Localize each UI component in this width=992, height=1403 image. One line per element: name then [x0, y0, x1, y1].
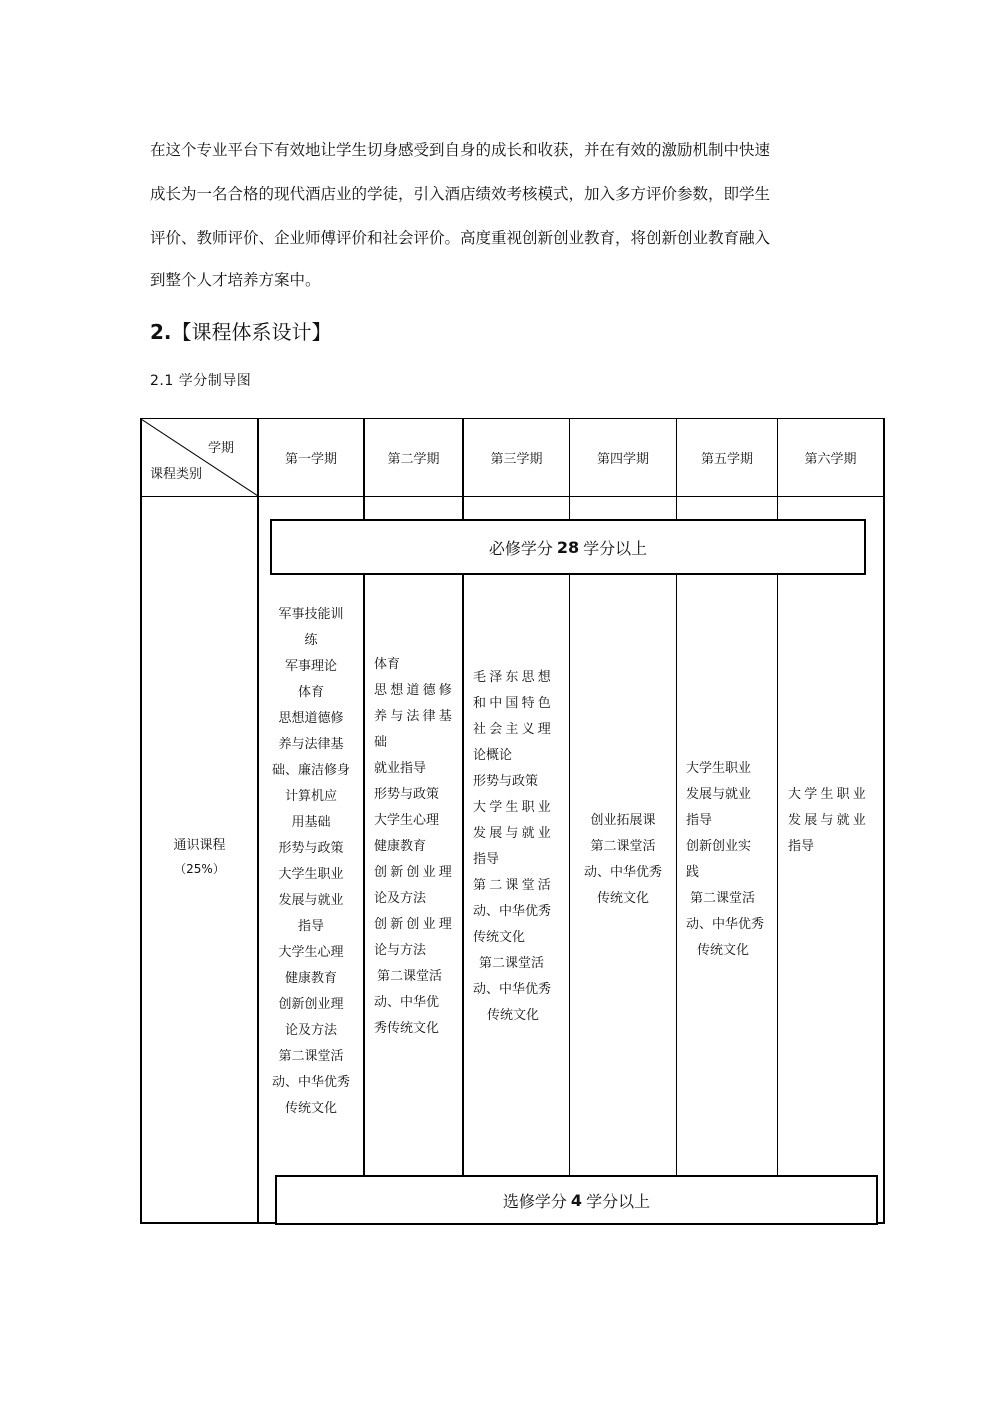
course-line: 第二课堂活 [377, 969, 443, 984]
course-line: 传统文化 [284, 1101, 337, 1116]
course-line: 论及方法 [374, 891, 427, 906]
course-line: 体育 [297, 685, 324, 700]
semester-header: 第一学期 [284, 451, 337, 467]
section-number: 2. [150, 320, 172, 344]
course-line: 指导 [788, 839, 815, 854]
course-line: 形势与政策 [473, 774, 539, 789]
elective-credits-number: 4 [570, 1190, 583, 1210]
course-line: 动、中华优秀 [473, 904, 552, 919]
course-line: 动、中华优秀 [583, 865, 662, 880]
category-percent: （25%） [174, 862, 225, 876]
semester-1-courses [259, 602, 363, 1122]
course-line: 秀传统文化 [374, 1021, 440, 1036]
course-line: 论概论 [473, 748, 513, 763]
course-line: 第二课堂活 [278, 1049, 344, 1064]
semester-header: 第五学期 [700, 451, 753, 467]
semester-5-courses [686, 756, 774, 964]
course-line: 毛泽东思想 [473, 670, 555, 685]
subsection-heading: 2.1 学分制导图 [150, 373, 252, 389]
required-credits-suffix: 学分以上 [583, 538, 648, 558]
elective-credits-prefix: 选修学分 [502, 1191, 567, 1211]
required-credits-prefix: 必修学分 [488, 538, 553, 558]
course-line: 动、中华优秀 [473, 982, 552, 997]
course-line: 发展与就业 [278, 893, 344, 908]
semester-4-courses [570, 808, 676, 912]
course-line: 大学生心理 [278, 945, 344, 960]
course-line: 第二课堂活 [479, 956, 545, 971]
header-semester-label: 学期 [208, 441, 235, 456]
course-line: 传统文化 [697, 943, 750, 958]
course-line: 传统文化 [596, 891, 649, 906]
elective-credits-suffix: 学分以上 [586, 1191, 651, 1211]
course-line: 动、中华优秀 [271, 1075, 350, 1090]
course-line: 论及方法 [284, 1023, 337, 1038]
category-name: 通识课程 [173, 838, 226, 853]
category-cell [142, 833, 257, 879]
paragraph-line: 在这个专业平台下有效地让学生切身感受到自身的成长和收获，并在有效的激励机制中快速 [150, 141, 771, 159]
header-category-label: 课程类别 [150, 467, 203, 482]
course-line: 计算机应 [284, 789, 337, 804]
paragraph-line: 成长为一名合格的现代酒店业的学徒，引入酒店绩效考核模式，加入多方评价参数，即学生 [150, 185, 771, 203]
course-line: 础 [374, 735, 388, 750]
course-line: 形势与政策 [374, 787, 440, 802]
course-line: 创新创业理 [374, 917, 456, 932]
course-line: 第二课堂活 [590, 839, 656, 854]
semester-header: 第三学期 [490, 451, 543, 467]
course-line: 社会主义理 [473, 722, 555, 737]
course-line: 践 [686, 865, 700, 880]
course-line: 创业拓展课 [590, 813, 656, 828]
semester-3-courses [473, 665, 567, 1029]
course-line: 就业指导 [374, 761, 427, 776]
course-line: 创新创业实 [686, 839, 752, 854]
course-line: 练 [304, 633, 318, 648]
course-line: 发展与就业 [788, 813, 870, 828]
course-line: 思想道德修 [278, 711, 344, 726]
course-line: 大学生心理 [374, 813, 440, 828]
course-line: 创新创业理 [278, 997, 344, 1012]
course-line: 发展与就业 [473, 826, 555, 841]
semester-6-courses [788, 782, 880, 860]
course-line: 思想道德修 [374, 683, 456, 698]
table-border-right [883, 418, 885, 1224]
course-line: 论与方法 [374, 943, 427, 958]
course-line: 用基础 [291, 815, 331, 830]
section-title: 【课程体系设计】 [171, 320, 332, 344]
course-line: 传统文化 [487, 1008, 540, 1023]
course-line: 大学生职业 [278, 867, 344, 882]
course-line: 军事理论 [284, 659, 337, 674]
course-line: 形势与政策 [278, 841, 344, 856]
course-line: 第二课堂活 [690, 891, 756, 906]
course-line: 发展与就业 [686, 787, 752, 802]
course-line: 军事技能训 [278, 607, 344, 622]
course-line: 健康教育 [284, 971, 337, 986]
semester-header: 第六学期 [804, 451, 857, 467]
semester-2-courses [374, 652, 460, 1042]
paragraph-line: 到整个人才培养方案中。 [150, 271, 321, 289]
semester-header: 第四学期 [596, 451, 649, 467]
elective-credits-box [275, 1175, 878, 1225]
course-line: 传统文化 [473, 930, 526, 945]
course-line: 养与法律基 [374, 709, 456, 724]
table-border-left [140, 418, 142, 1224]
course-line: 养与法律基 [278, 737, 344, 752]
section-heading [150, 316, 332, 345]
course-line: 和中国特色 [473, 696, 555, 711]
course-line: 第二课堂活 [473, 878, 555, 893]
diagonal-header-line [141, 419, 258, 497]
paragraph-line: 评价、教师评价、企业师傅评价和社会评价。高度重视创新创业教育，将创新创业教育融入 [150, 229, 771, 247]
course-line: 体育 [374, 657, 401, 672]
required-credits-box [270, 519, 866, 575]
course-line: 指导 [473, 852, 500, 867]
course-line: 创新创业理 [374, 865, 456, 880]
course-line: 动、中华优 [374, 995, 440, 1010]
course-line: 健康教育 [374, 839, 427, 854]
semester-header: 第二学期 [387, 451, 440, 467]
required-credits-number: 28 [556, 537, 580, 557]
course-line: 大学生职业 [788, 787, 870, 802]
course-line: 指导 [686, 813, 713, 828]
course-line: 大学生职业 [473, 800, 555, 815]
course-line: 大学生职业 [686, 761, 752, 776]
course-line: 动、中华优秀 [686, 917, 765, 932]
course-line: 础、廉洁修身 [271, 763, 350, 778]
course-line: 指导 [297, 919, 324, 934]
